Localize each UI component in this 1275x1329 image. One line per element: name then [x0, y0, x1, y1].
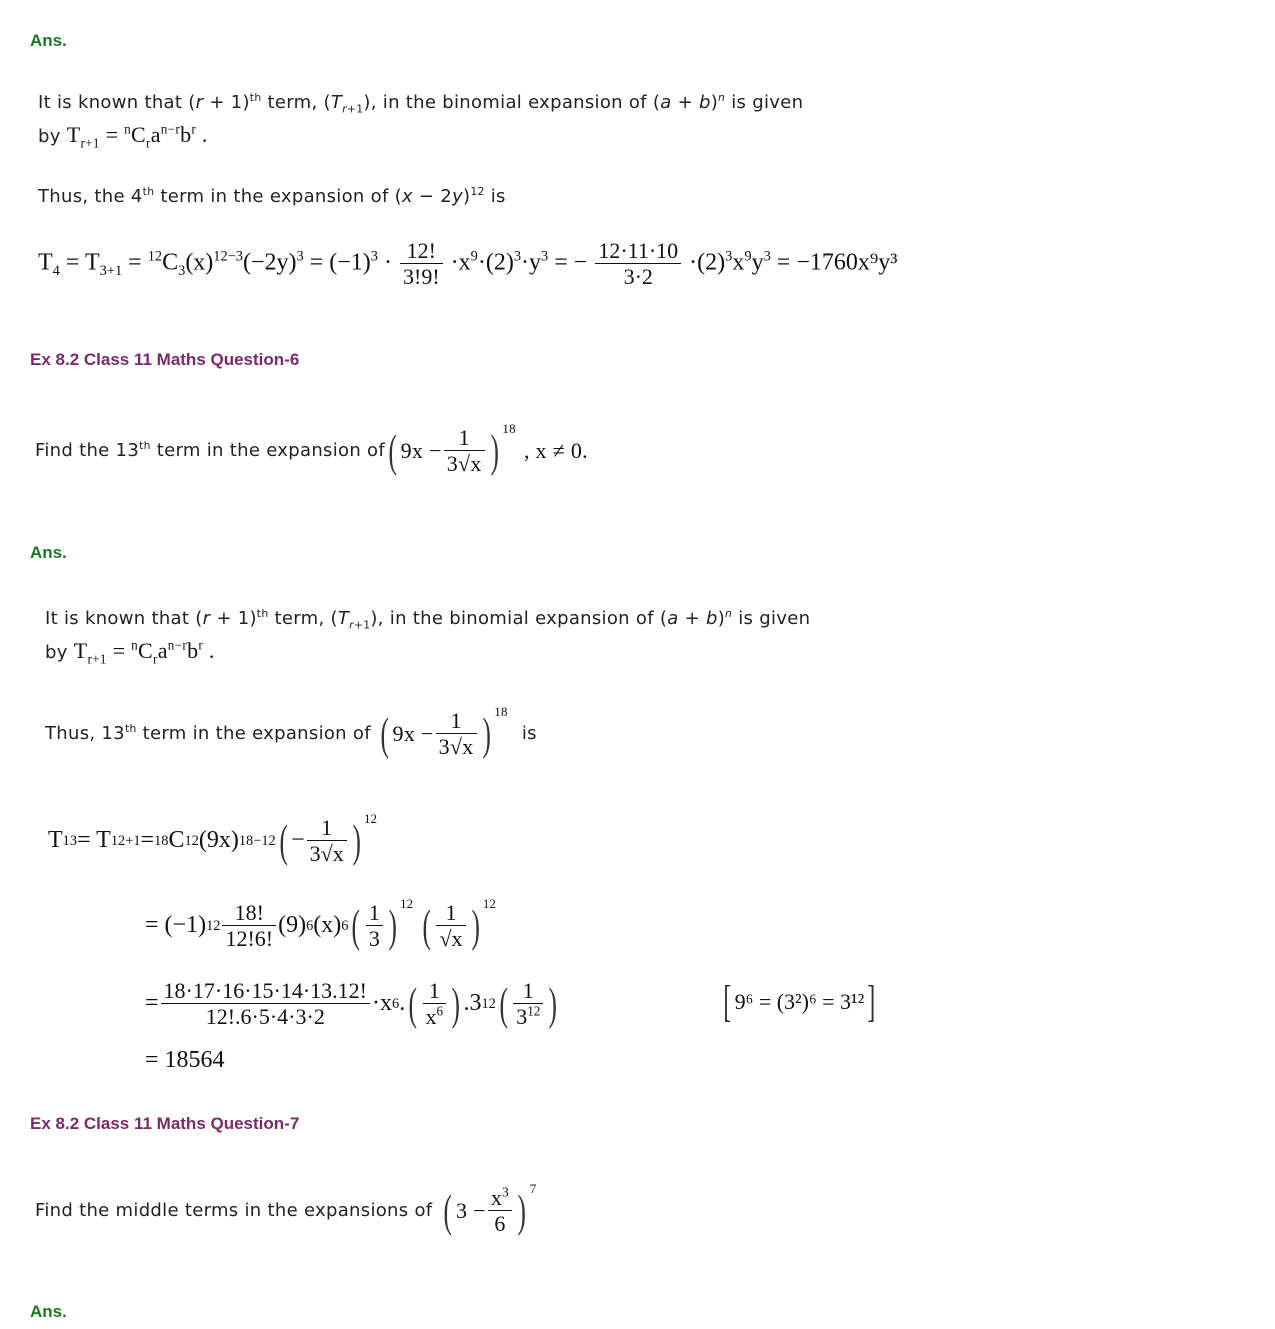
- answer-label: Ans.: [30, 1302, 67, 1321]
- question-6-text: Find the 13th term in the expansion of ( 9x − $\frac{1}{3√x}$ ) $^{18}$ , x ≠ 0.: [35, 420, 588, 477]
- fourth-term-equation: $T_4 = T_{3+1} = ^{12}C_3(x)^{12-3}(-2y)^3 = (-1)^3$ · $\frac{12!}{3!9!}$ $\cdot x^9\cdot(2)^3\cdot y^3$ = − $\frac{12\cdot 11\cdot 10}{3\cdot 2}$ $\cdot(2)^3x^9y^3 = -1760x^9y^3$: [38, 238, 898, 290]
- answer-label: Ans.: [30, 31, 67, 50]
- fourth-term-result: −1760x⁹y³: [796, 249, 898, 276]
- question-7-text: Find the middle terms in the expansions of ( 3 − $\frac{x^3}{6}$ ) $^7$: [35, 1180, 537, 1237]
- t13-line-3: = $\frac{18\cdot 17\cdot 16\cdot 15\cdot 14\cdot 13.12!}{12!.6\cdot 5\cdot 4\cdot 3\cdot 2}$ ·x 6 . ( $\frac{1}{x^6}$ ) .3 12 ( $\frac{1}{3^{12}}$ ): [145, 977, 558, 1030]
- general-term-formula: by $T_{r+1} = ^nC_ra^{n-r}b^r$ .: [45, 637, 215, 667]
- t13-result: = 18564: [145, 1047, 225, 1073]
- question-6-heading: Ex 8.2 Class 11 Maths Question-6: [30, 350, 300, 369]
- known-statement: It is known that $(r + 1)^{th}$ term, $(T_{r+1})$, in the binomial expansion of $(a + b)^n$ is given: [38, 91, 804, 116]
- general-term-formula: by $T_{r+1} = ^nC_ra^{n-r}b^r$ .: [38, 121, 208, 151]
- known-statement: It is known that $(r + 1)^{th}$ term, $(T_{r+1})$, in the binomial expansion of $(a + b)^n$ is given: [45, 607, 811, 632]
- t13-line-2: = (−1) 12 $\frac{18!}{12!6!}$ (9) 6 (x) 6 ( $\frac{1}{3}$ ) $^{12}$ ( $\frac{1}{√x}$ ) $^{12}$: [145, 895, 496, 952]
- answer-label: Ans.: [30, 543, 67, 562]
- thirteenth-term-intro: Thus, 13th term in the expansion of ( 9x − $\frac{1}{3√x}$ ) $^{18}$ is: [45, 703, 537, 760]
- fourth-term-intro: Thus, the 4th term in the expansion of $(x - 2y)^{12}$ is: [38, 185, 506, 207]
- t13-line-1: T 13 = T 12+1 = 18 C 12 (9x) 18−12 ( − $\frac{1}{3√x}$ ) $^{12}$: [48, 810, 378, 867]
- power-note: [ 9⁶ = (3²)⁶ = 3¹² ]: [723, 977, 876, 1026]
- question-7-heading: Ex 8.2 Class 11 Maths Question-7: [30, 1114, 300, 1133]
